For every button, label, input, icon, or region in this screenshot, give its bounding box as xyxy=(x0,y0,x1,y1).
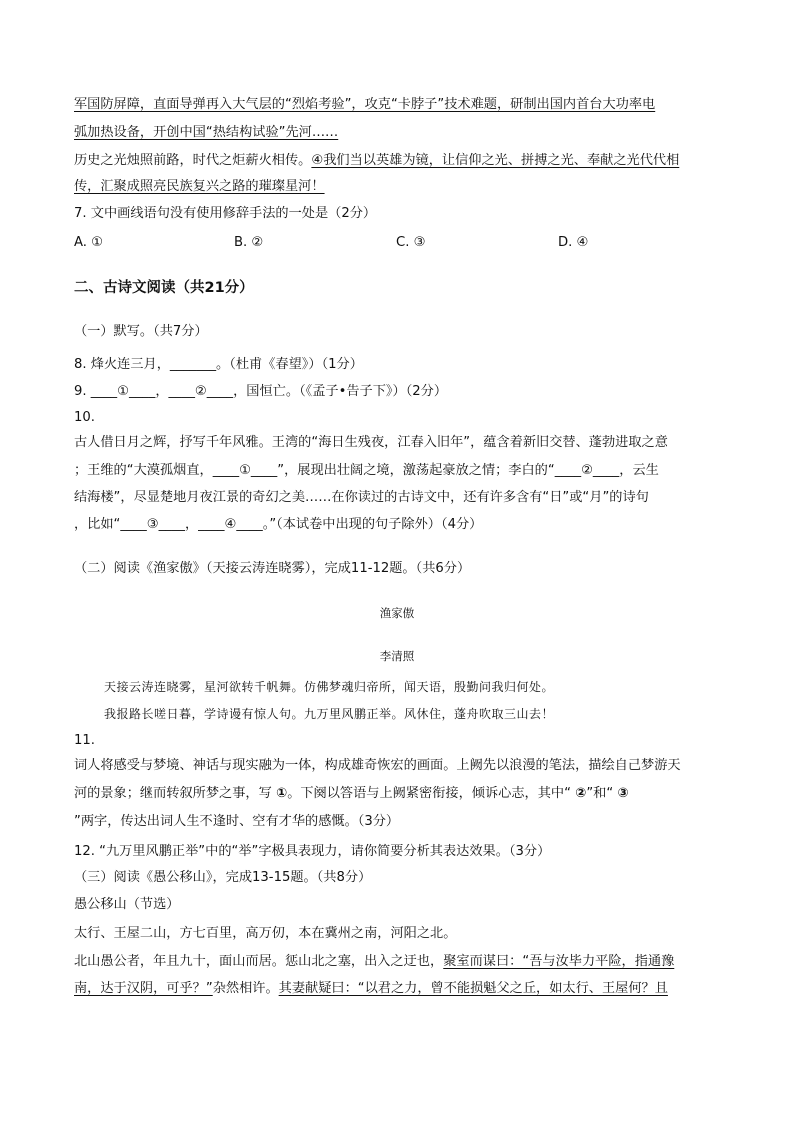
paragraph-2 xyxy=(74,953,674,971)
q11-line-3: ”两字，传达出词人生不逢时、空有才华的感慨。（3分） xyxy=(74,814,400,829)
q9-text: 9. ____①____，____②____，国恒亡。（《孟子•告子下》）（2分） xyxy=(74,384,448,399)
q11-line-2c: ”和“ xyxy=(586,786,614,801)
part-2-title: （二）阅读《渔家傲》（天接云涛连晓雾），完成11-12题。（共6分） xyxy=(74,561,471,576)
q11-blank-1: ① xyxy=(276,786,288,801)
q7-option-d: D. ④ xyxy=(558,235,589,250)
q10-line-2: ；王维的“大漠孤烟直，____①____”，展现出壮阔之境，激荡起豪放之情；李白的“____②____，云生 xyxy=(74,463,659,478)
q10-line-1: 古人借日月之辉，抒写千年风雅。王湾的“海日生残夜，江春入旧年”，蕴含着新旧交替、蓬勃进取之意 xyxy=(74,435,668,450)
poem-author: 李清照 xyxy=(379,649,415,663)
q8-text: 8. 烽火连三月，_______。（杜甫《春望》）（1分） xyxy=(74,357,363,372)
section-2-title: 二、古诗文阅读（共21分） xyxy=(74,280,254,296)
q11-line-1: 词人将感受与梦境、神话与现实融为一体，构成雄奇恢宏的画面。上阙先以浪漫的笔法，描绘自己梦游天 xyxy=(74,758,681,773)
poem-line-1: 天接云涛连晓雾，星河欲转千帆舞。仿佛梦魂归帝所，闻天语，殷勤问我归何处。 xyxy=(104,680,555,694)
passage-line-3 xyxy=(74,152,679,170)
passage-line-3-plain: 历史之光烛照前路，时代之炬薪火相传。 xyxy=(74,153,312,168)
poem-line-2: 我报路长嗟日暮，学诗谩有惊人句。九万里风鹏正举。风休住，蓬舟吹取三山去！ xyxy=(104,707,555,721)
q10-number: 10. xyxy=(74,410,95,425)
q7-option-a: A. ① xyxy=(74,235,103,250)
passage-line-4: 传，汇聚成照亮民族复兴之路的璀璨星河！ xyxy=(74,179,325,194)
q10-line-4: ，比如“____③____，____④____。”（本试卷中出现的句子除外）（4分） xyxy=(74,517,483,532)
text-title: 愚公移山（节选） xyxy=(74,897,180,912)
paragraph-3 xyxy=(74,980,668,998)
q11-line-2a: 河的景象；继而转叙所梦之事，写 xyxy=(74,786,272,801)
paragraph-2-plain: 北山愚公者，年且九十，面山而居。惩山北之塞，出入之迂也， xyxy=(74,954,444,969)
q11-blank-2: ② xyxy=(575,786,587,801)
part-1-title: （一）默写。（共7分） xyxy=(74,324,208,339)
passage-line-1: 军国防屏障，直面导弹再入大气层的“烈焰考验”，攻克“卡脖子”技术难题，研制出国内首台大功率电 xyxy=(74,97,656,112)
q11-line-2b: 。下阕以答语与上阙紧密衔接，倾诉心志，其中“ xyxy=(287,786,571,801)
q7-option-c: C. ③ xyxy=(396,235,426,250)
paragraph-3-plain: 杂然相许。 xyxy=(212,981,279,996)
q11-blank-3: ③ xyxy=(617,786,629,801)
q10-line-3: 结海楼”，尽显楚地月夜江景的奇幻之美……在你读过的古诗文中，还有许多含有“日”或“月”的诗句 xyxy=(74,490,649,505)
paragraph-3-underlined-2: 其妻献疑曰：“以君之力，曾不能损魁父之丘，如太行、王屋何？且 xyxy=(278,981,668,996)
q7-option-b: B. ② xyxy=(234,235,264,250)
q11-number: 11. xyxy=(74,733,95,748)
q11-line-2 xyxy=(74,785,629,803)
passage-line-3-underlined: ④我们当以英雄为镜，让信仰之光、拼搏之光、奉献之光代代相 xyxy=(311,153,680,168)
paragraph-3-underlined: 南，达于汉阴，可乎？” xyxy=(74,981,213,996)
paragraph-1: 太行、王屋二山，方七百里，高万仞，本在冀州之南，河阳之北。 xyxy=(74,926,457,941)
part-3-title: （三）阅读《愚公移山》，完成13-15题。（共8分） xyxy=(74,870,372,885)
q12-text: 12. “九万里风鹏正举”中的“举”字极具表现力，请你简要分析其表达效果。（3分） xyxy=(74,844,551,859)
paragraph-2-underlined: 聚室而谋曰：“吾与汝毕力平险，指通豫 xyxy=(443,954,675,969)
poem-title: 渔家傲 xyxy=(379,606,415,620)
passage-line-2: 弧加热设备，开创中国“热结构试验”先河…… xyxy=(74,125,339,140)
q7-stem: 7. 文中画线语句没有使用修辞手法的一处是（2分） xyxy=(74,206,377,221)
